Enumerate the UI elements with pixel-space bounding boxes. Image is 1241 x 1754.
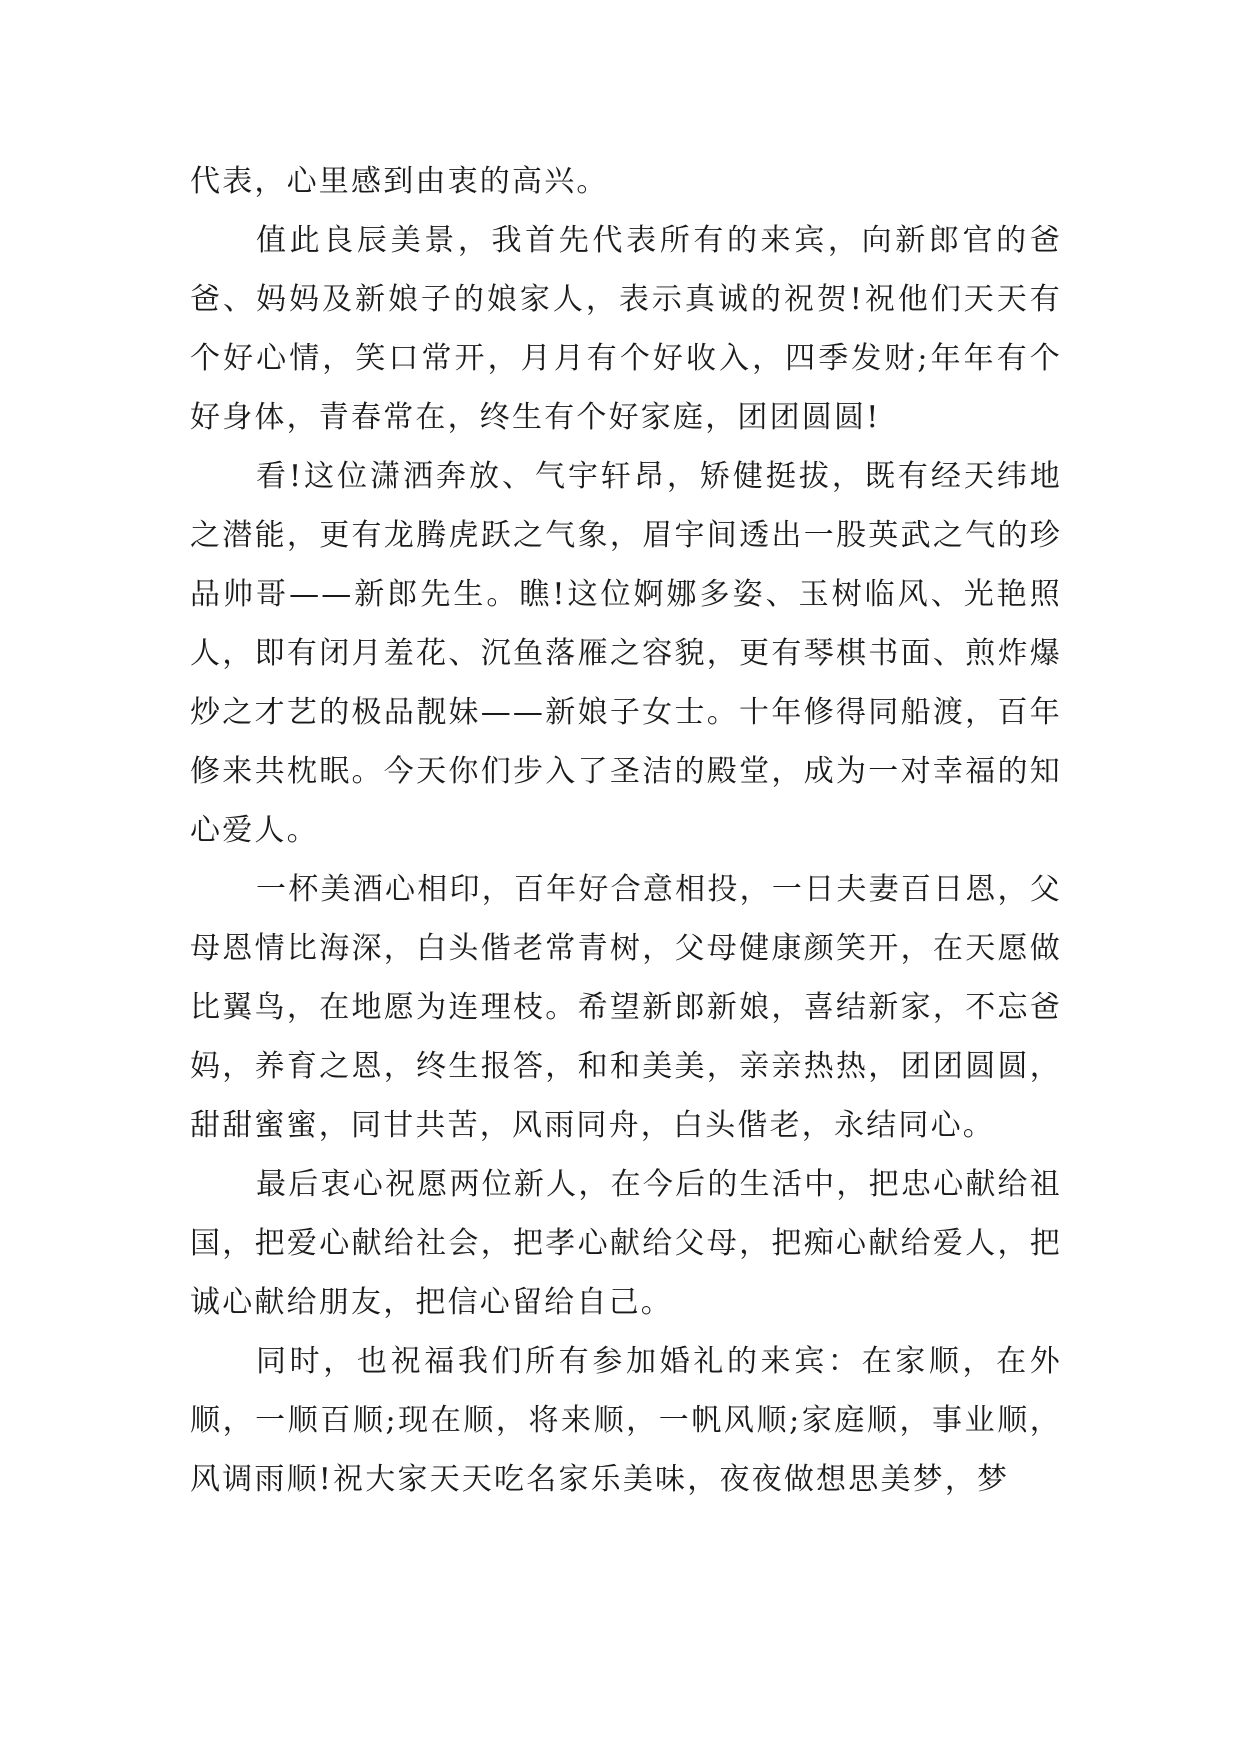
paragraph-5: 最后衷心祝愿两位新人，在今后的生活中，把忠心献给祖国，把爱心献给社会，把孝心献给父母，把痴心献给爱人，把诚心献给朋友，把信心留给自己。 — [190, 1167, 1062, 1320]
document-body — [190, 152, 1062, 1509]
paragraph-2: 值此良辰美景，我首先代表所有的来宾，向新郎官的爸爸、妈妈及新娘子的娘家人，表示真诚的祝贺!祝他们天天有个好心情，笑口常开，月月有个好收入，四季发财;年年有个好身体，青春常在，终生有个好家庭，团团圆圆! — [190, 223, 1062, 435]
paragraph-4: 一杯美酒心相印，百年好合意相投，一日夫妻百日恩，父母恩情比海深，白头偕老常青树，父母健康颜笑开，在天愿做比翼鸟，在地愿为连理枝。希望新郎新娘，喜结新家，不忘爸妈，养育之恩，终生报答，和和美美，亲亲热热，团团圆圆，甜甜蜜蜜，同甘共苦，风雨同舟，白头偕老，永结同心。 — [190, 872, 1062, 1143]
paragraph-1: 代表，心里感到由衷的高兴。 — [190, 164, 609, 199]
paragraph-6: 同时，也祝福我们所有参加婚礼的来宾：在家顺，在外顺，一顺百顺;现在顺，将来顺，一帆风顺;家庭顺，事业顺，风调雨顺!祝大家天天吃名家乐美味，夜夜做想思美梦，梦 — [190, 1344, 1062, 1497]
paragraph-3: 看!这位潇洒奔放、气宇轩昂，矫健挺拔，既有经天纬地之潜能，更有龙腾虎跃之气象，眉宇间透出一股英武之气的珍品帅哥——新郎先生。瞧!这位婀娜多姿、玉树临风、光艳照人，即有闭月羞花、沉鱼落雁之容貌，更有琴棋书面、煎炸爆炒之才艺的极品靓妹——新娘子女士。十年修得同船渡，百年修来共枕眠。今天你们步入了圣洁的殿堂，成为一对幸福的知心爱人。 — [190, 459, 1062, 848]
